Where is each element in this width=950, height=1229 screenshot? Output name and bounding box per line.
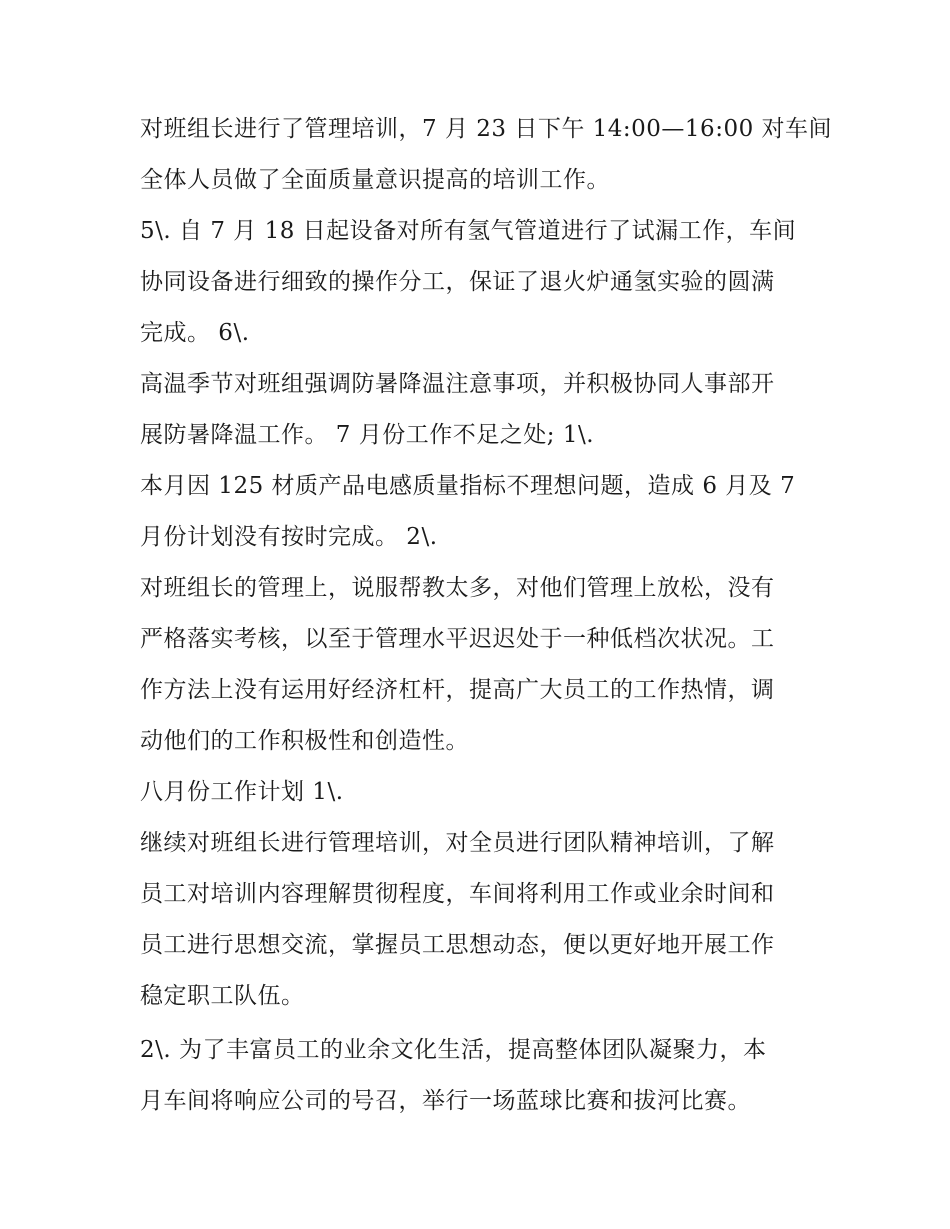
text-line: 对班组长的管理上，说服帮教太多，对他们管理上放松，没有 xyxy=(140,575,775,601)
text-line: 严格落实考核，以至于管理水平迟迟处于一种低档次状况。工 xyxy=(140,626,775,652)
text-line: 全体人员做了全面质量意识提高的培训工作。 xyxy=(140,167,610,193)
text-line: 员工对培训内容理解贯彻程度，车间将利用工作或业余时间和 xyxy=(140,881,775,907)
text-line: 对班组长进行了管理培训，7 月 23 日下午 14:00—16:00 对车间 xyxy=(140,116,833,142)
text-line: 继续对班组长进行管理培训，对全员进行团队精神培训，了解 xyxy=(140,830,775,856)
text-line: 本月因 125 材质产品电感质量指标不理想问题，造成 6 月及 7 xyxy=(140,473,796,499)
text-line: 员工进行思想交流，掌握员工思想动态，便以更好地开展工作 xyxy=(140,932,775,958)
text-line: 5\. 自 7 月 18 日起设备对所有氢气管道进行了试漏工作，车间 xyxy=(140,218,797,244)
text-line: 完成。 6\. xyxy=(140,320,250,346)
text-line: 动他们的工作积极性和创造性。 xyxy=(140,728,469,754)
text-line: 八月份工作计划 1\. xyxy=(140,779,344,805)
text-line: 协同设备进行细致的操作分工，保证了退火炉通氢实验的圆满 xyxy=(140,269,775,295)
text-line: 作方法上没有运用好经济杠杆，提高广大员工的工作热情，调 xyxy=(140,677,775,703)
text-line: 月份计划没有按时完成。 2\. xyxy=(140,524,438,550)
text-line: 2\. 为了丰富员工的业余文化生活，提高整体团队凝聚力，本 xyxy=(140,1037,767,1063)
document-body xyxy=(140,104,833,1127)
text-line: 月车间将响应公司的号召，举行一场蓝球比赛和拔河比赛。 xyxy=(140,1088,751,1114)
text-line: 展防暑降温工作。 7 月份工作不足之处; 1\. xyxy=(140,422,595,448)
text-line: 稳定职工队伍。 xyxy=(140,983,305,1009)
text-line: 高温季节对班组强调防暑降温注意事项，并积极协同人事部开 xyxy=(140,371,775,397)
